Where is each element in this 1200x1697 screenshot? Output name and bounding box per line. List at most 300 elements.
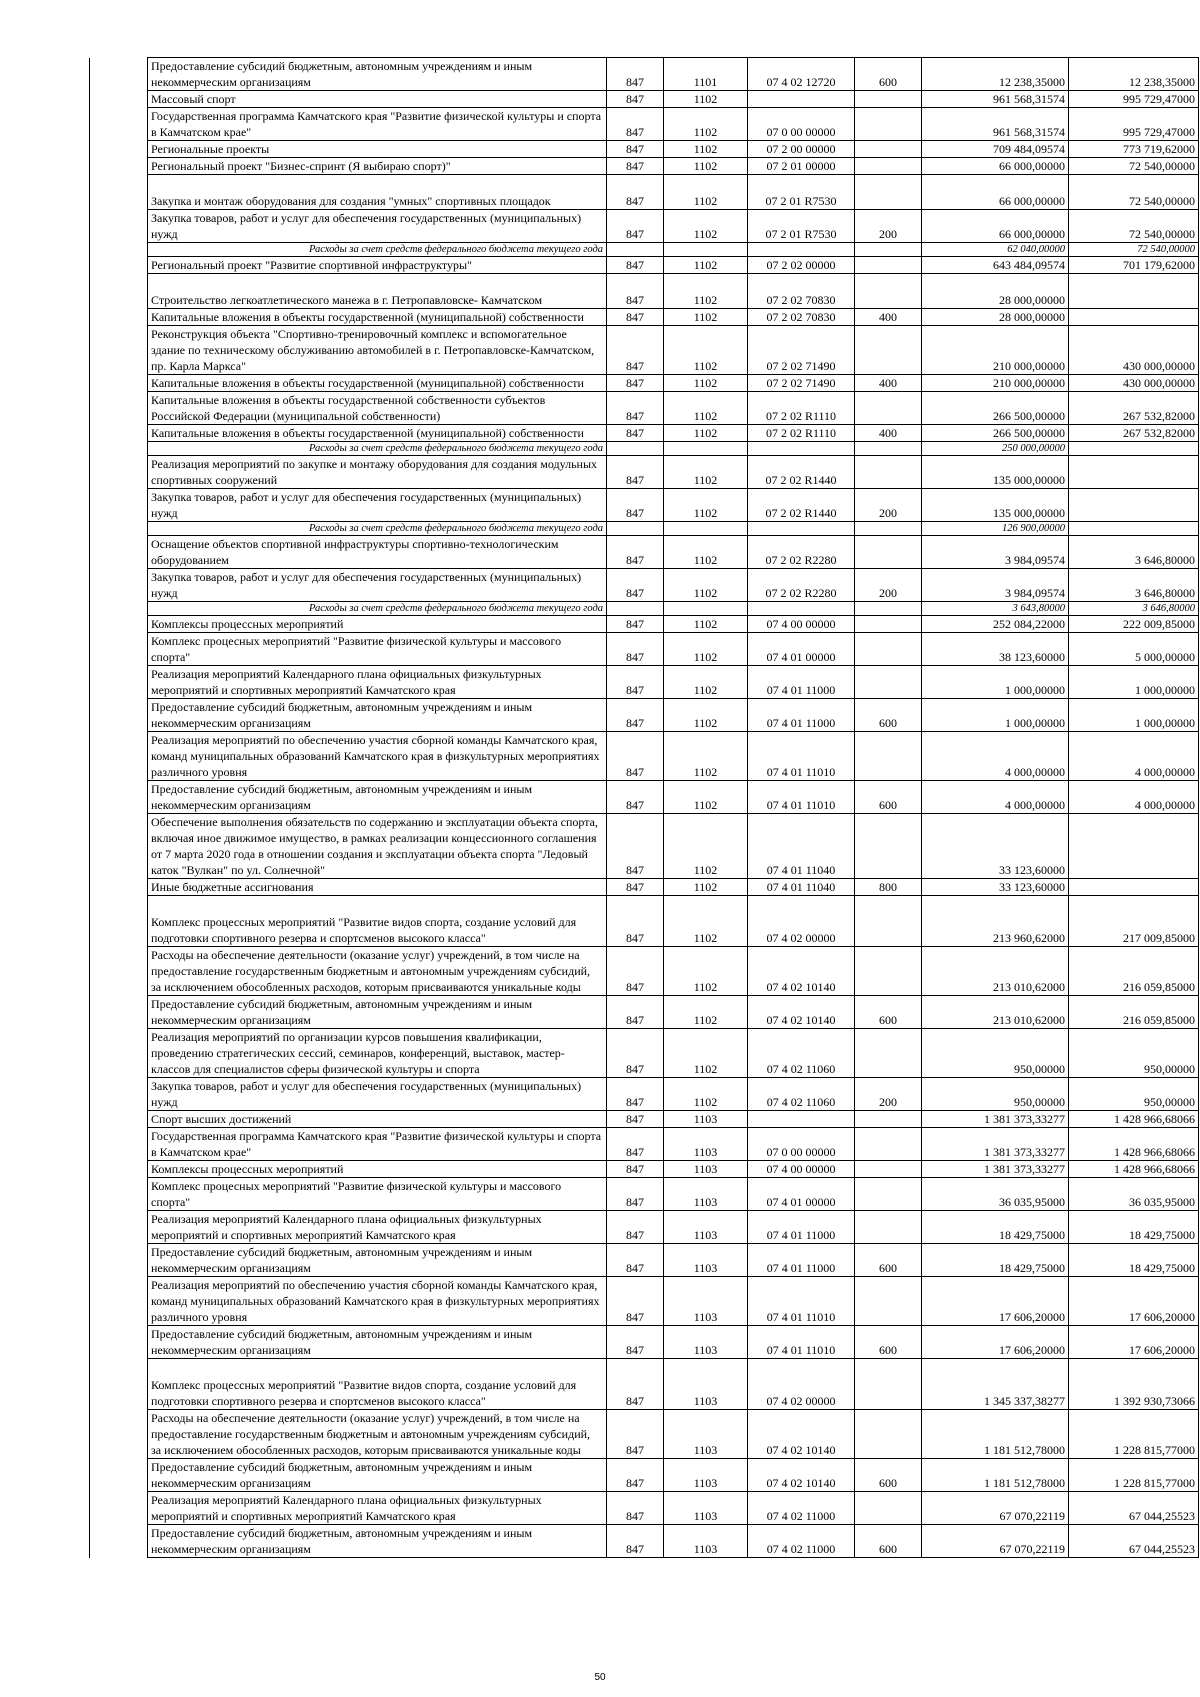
table-row — [90, 666, 1199, 699]
amount-year-1: 210 000,00000 — [922, 326, 1069, 375]
section-code: 1102 — [664, 1029, 748, 1078]
amount-year-2: 1 000,00000 — [1069, 666, 1199, 699]
section-code: 1102 — [664, 456, 748, 489]
grbs-code: 847 — [607, 781, 664, 814]
indent-cell — [90, 456, 148, 489]
indent-cell — [90, 633, 148, 666]
table-row — [90, 108, 1199, 141]
amount-year-2: 67 044,25523 — [1069, 1492, 1199, 1525]
indent-cell — [90, 141, 148, 158]
grbs-code: 847 — [607, 375, 664, 392]
amount-year-1: 33 123,60000 — [922, 879, 1069, 896]
target-article-code: 07 4 01 00000 — [748, 1178, 855, 1211]
amount-year-2: 1 428 966,68066 — [1069, 1111, 1199, 1128]
expense-type-code: 600 — [855, 781, 922, 814]
section-code: 1102 — [664, 996, 748, 1029]
expense-type-code — [855, 1161, 922, 1178]
grbs-code: 847 — [607, 896, 664, 947]
grbs-code — [607, 442, 664, 456]
amount-year-2: 216 059,85000 — [1069, 996, 1199, 1029]
section-code: 1102 — [664, 257, 748, 274]
indent-cell — [90, 243, 148, 257]
grbs-code: 847 — [607, 879, 664, 896]
target-article-code: 07 2 02 71490 — [748, 326, 855, 375]
page-number: 50 — [594, 1672, 606, 1683]
table-row — [90, 1128, 1199, 1161]
row-description: Расходы на обеспечение деятельности (оказание услуг) учреждений, в том числе на предоставление государственным бюджетным и автономным учреждениям субсидий, за исключением обособленных расходов, которым присваиваются уникальные коды — [148, 1410, 607, 1459]
indent-cell — [90, 896, 148, 947]
target-article-code: 07 4 01 11010 — [748, 1326, 855, 1359]
row-description: Спорт высших достижений — [148, 1111, 607, 1128]
section-code: 1103 — [664, 1178, 748, 1211]
indent-cell — [90, 375, 148, 392]
amount-year-1: 12 238,35000 — [922, 58, 1069, 91]
table-row — [90, 1459, 1199, 1492]
amount-year-1: 135 000,00000 — [922, 456, 1069, 489]
table-row — [90, 489, 1199, 522]
section-code: 1103 — [664, 1410, 748, 1459]
amount-year-1: 961 568,31574 — [922, 91, 1069, 108]
grbs-code: 847 — [607, 91, 664, 108]
row-description: Расходы за счет средств федерального бюджета текущего года — [148, 442, 607, 456]
expense-type-code — [855, 243, 922, 257]
indent-cell — [90, 108, 148, 141]
target-article-code — [748, 1111, 855, 1128]
section-code: 1102 — [664, 425, 748, 442]
row-description: Строительство легкоатлетического манежа в г. Петропавловске- Камчатском — [148, 274, 607, 309]
expense-type-code — [855, 257, 922, 274]
section-code: 1103 — [664, 1277, 748, 1326]
target-article-code: 07 4 01 11000 — [748, 1244, 855, 1277]
row-description: Закупка товаров, работ и услуг для обеспечения государственных (муниципальных) нужд — [148, 569, 607, 602]
row-description: Региональный проект "Бизнес-спринт (Я выбираю спорт)" — [148, 158, 607, 175]
table-row — [90, 896, 1199, 947]
row-description: Комплексы процессных мероприятий — [148, 1161, 607, 1178]
expense-type-code: 600 — [855, 699, 922, 732]
table-row — [90, 814, 1199, 879]
target-article-code: 07 2 01 00000 — [748, 158, 855, 175]
expense-type-code — [855, 1029, 922, 1078]
target-article-code: 07 4 01 11000 — [748, 1211, 855, 1244]
row-description: Региональные проекты — [148, 141, 607, 158]
table-row — [90, 699, 1199, 732]
indent-cell — [90, 522, 148, 536]
amount-year-1: 709 484,09574 — [922, 141, 1069, 158]
row-description: Предоставление субсидий бюджетным, автономным учреждениям и иным некоммерческим организациям — [148, 699, 607, 732]
grbs-code: 847 — [607, 425, 664, 442]
amount-year-1: 210 000,00000 — [922, 375, 1069, 392]
indent-cell — [90, 58, 148, 91]
section-code — [664, 522, 748, 536]
table-row — [90, 456, 1199, 489]
target-article-code: 07 4 01 11010 — [748, 732, 855, 781]
expense-type-code — [855, 141, 922, 158]
target-article-code: 07 2 00 00000 — [748, 141, 855, 158]
grbs-code: 847 — [607, 1078, 664, 1111]
amount-year-2: 67 044,25523 — [1069, 1525, 1199, 1558]
table-row — [90, 58, 1199, 91]
grbs-code: 847 — [607, 699, 664, 732]
expense-type-code — [855, 326, 922, 375]
grbs-code: 847 — [607, 1111, 664, 1128]
row-description: Предоставление субсидий бюджетным, автономным учреждениям и иным некоммерческим организациям — [148, 1244, 607, 1277]
indent-cell — [90, 666, 148, 699]
amount-year-1: 3 984,09574 — [922, 536, 1069, 569]
section-code: 1102 — [664, 536, 748, 569]
amount-year-2: 267 532,82000 — [1069, 392, 1199, 425]
indent-cell — [90, 1277, 148, 1326]
amount-year-1: 252 084,22000 — [922, 616, 1069, 633]
target-article-code: 07 4 02 10140 — [748, 1410, 855, 1459]
expense-type-code — [855, 274, 922, 309]
row-description: Реализация мероприятий по закупке и монтажу оборудования для создания модульных спортивных сооружений — [148, 456, 607, 489]
expense-type-code — [855, 666, 922, 699]
target-article-code: 07 2 02 R1110 — [748, 392, 855, 425]
indent-cell — [90, 1029, 148, 1078]
grbs-code: 847 — [607, 996, 664, 1029]
amount-year-2: 18 429,75000 — [1069, 1244, 1199, 1277]
section-code: 1102 — [664, 326, 748, 375]
expense-type-code — [855, 602, 922, 616]
row-description: Оснащение объектов спортивной инфраструктуры спортивно-технологическим оборудованием — [148, 536, 607, 569]
expense-type-code: 200 — [855, 489, 922, 522]
grbs-code — [607, 522, 664, 536]
expense-type-code — [855, 732, 922, 781]
indent-cell — [90, 1459, 148, 1492]
amount-year-2: 773 719,62000 — [1069, 141, 1199, 158]
indent-cell — [90, 326, 148, 375]
section-code: 1101 — [664, 58, 748, 91]
amount-year-1: 950,00000 — [922, 1078, 1069, 1111]
amount-year-2: 72 540,00000 — [1069, 243, 1199, 257]
grbs-code: 847 — [607, 947, 664, 996]
row-description: Иные бюджетные ассигнования — [148, 879, 607, 896]
row-description: Капитальные вложения в объекты государственной собственности субъектов Российской Федерации (муниципальной собственности) — [148, 392, 607, 425]
table-row — [90, 158, 1199, 175]
target-article-code: 07 4 01 11000 — [748, 666, 855, 699]
section-code: 1102 — [664, 666, 748, 699]
amount-year-2 — [1069, 814, 1199, 879]
target-article-code: 07 4 02 11060 — [748, 1029, 855, 1078]
row-description: Реализация мероприятий по обеспечению участия сборной команды Камчатского края, команд муниципальных образований Камчатского края в физкультурных мероприятиях различного уровня — [148, 732, 607, 781]
expense-type-code: 600 — [855, 1326, 922, 1359]
amount-year-2 — [1069, 309, 1199, 326]
amount-year-1: 213 010,62000 — [922, 996, 1069, 1029]
table-row — [90, 1525, 1199, 1558]
section-code: 1102 — [664, 210, 748, 243]
amount-year-1: 28 000,00000 — [922, 274, 1069, 309]
grbs-code: 847 — [607, 1277, 664, 1326]
amount-year-2: 3 646,80000 — [1069, 602, 1199, 616]
amount-year-2: 12 238,35000 — [1069, 58, 1199, 91]
amount-year-1: 213 010,62000 — [922, 947, 1069, 996]
table-row — [90, 1410, 1199, 1459]
target-article-code: 07 2 01 R7530 — [748, 210, 855, 243]
amount-year-1: 961 568,31574 — [922, 108, 1069, 141]
amount-year-1: 1 000,00000 — [922, 666, 1069, 699]
grbs-code: 847 — [607, 456, 664, 489]
table-row — [90, 141, 1199, 158]
expense-type-code — [855, 456, 922, 489]
section-code: 1102 — [664, 896, 748, 947]
grbs-code: 847 — [607, 814, 664, 879]
amount-year-2 — [1069, 442, 1199, 456]
table-row — [90, 1492, 1199, 1525]
table-row — [90, 375, 1199, 392]
expense-type-code — [855, 1277, 922, 1326]
row-description: Реализация мероприятий Календарного плана официальных физкультурных мероприятий и спортивных мероприятий Камчатского края — [148, 1211, 607, 1244]
expense-type-code — [855, 1359, 922, 1410]
section-code — [664, 442, 748, 456]
table-row — [90, 210, 1199, 243]
indent-cell — [90, 158, 148, 175]
target-article-code: 07 2 02 R2280 — [748, 536, 855, 569]
indent-cell — [90, 309, 148, 326]
amount-year-2: 217 009,85000 — [1069, 896, 1199, 947]
row-description: Расходы за счет средств федерального бюджета текущего года — [148, 522, 607, 536]
amount-year-1: 17 606,20000 — [922, 1326, 1069, 1359]
table-row — [90, 392, 1199, 425]
table-row — [90, 569, 1199, 602]
row-description: Закупка и монтаж оборудования для создания "умных" спортивных площадок — [148, 175, 607, 210]
federal-budget-note-row — [90, 243, 1199, 257]
amount-year-2: 1 428 966,68066 — [1069, 1128, 1199, 1161]
target-article-code: 07 2 02 R1440 — [748, 456, 855, 489]
indent-cell — [90, 1128, 148, 1161]
target-article-code: 07 4 02 10140 — [748, 996, 855, 1029]
amount-year-2: 3 646,80000 — [1069, 536, 1199, 569]
expense-type-code: 600 — [855, 1459, 922, 1492]
grbs-code: 847 — [607, 1326, 664, 1359]
indent-cell — [90, 879, 148, 896]
amount-year-1: 66 000,00000 — [922, 175, 1069, 210]
table-row — [90, 1029, 1199, 1078]
amount-year-1: 18 429,75000 — [922, 1244, 1069, 1277]
grbs-code: 847 — [607, 309, 664, 326]
target-article-code: 07 4 01 11040 — [748, 879, 855, 896]
amount-year-1: 66 000,00000 — [922, 210, 1069, 243]
amount-year-1: 1 181 512,78000 — [922, 1459, 1069, 1492]
grbs-code: 847 — [607, 1459, 664, 1492]
indent-cell — [90, 1492, 148, 1525]
row-description: Предоставление субсидий бюджетным, автономным учреждениям и иным некоммерческим организациям — [148, 781, 607, 814]
budget-sheet — [89, 57, 1195, 1558]
row-description: Комплекс процесных мероприятий "Развитие физической культуры и массового спорта" — [148, 1178, 607, 1211]
budget-table — [89, 57, 1199, 1558]
expense-type-code — [855, 91, 922, 108]
grbs-code: 847 — [607, 1410, 664, 1459]
table-row — [90, 1161, 1199, 1178]
grbs-code: 847 — [607, 1128, 664, 1161]
expense-type-code — [855, 1211, 922, 1244]
target-article-code: 07 4 02 10140 — [748, 1459, 855, 1492]
table-row — [90, 1326, 1199, 1359]
indent-cell — [90, 1326, 148, 1359]
row-description: Предоставление субсидий бюджетным, автономным учреждениям и иным некоммерческим организациям — [148, 1459, 607, 1492]
amount-year-2: 216 059,85000 — [1069, 947, 1199, 996]
row-description: Реконструкция объекта "Спортивно-тренировочный комплекс и вспомогательное здание по техническому обслуживанию автомобилей в г. Петропавловске-Камчатском, пр. Карла Маркса" — [148, 326, 607, 375]
target-article-code — [748, 522, 855, 536]
target-article-code: 07 4 01 11040 — [748, 814, 855, 879]
amount-year-2: 17 606,20000 — [1069, 1277, 1199, 1326]
grbs-code: 847 — [607, 616, 664, 633]
section-code: 1103 — [664, 1244, 748, 1277]
amount-year-2: 1 228 815,77000 — [1069, 1459, 1199, 1492]
target-article-code: 07 4 02 11000 — [748, 1525, 855, 1558]
expense-type-code: 400 — [855, 309, 922, 326]
target-article-code: 07 2 02 71490 — [748, 375, 855, 392]
grbs-code: 847 — [607, 210, 664, 243]
row-description: Предоставление субсидий бюджетным, автономным учреждениям и иным некоммерческим организациям — [148, 58, 607, 91]
grbs-code: 847 — [607, 141, 664, 158]
table-row — [90, 1078, 1199, 1111]
federal-budget-note-row — [90, 442, 1199, 456]
grbs-code: 847 — [607, 633, 664, 666]
indent-cell — [90, 257, 148, 274]
amount-year-1: 28 000,00000 — [922, 309, 1069, 326]
expense-type-code: 600 — [855, 1244, 922, 1277]
section-code: 1103 — [664, 1128, 748, 1161]
grbs-code: 847 — [607, 1492, 664, 1525]
amount-year-2: 17 606,20000 — [1069, 1326, 1199, 1359]
grbs-code: 847 — [607, 489, 664, 522]
table-row — [90, 1359, 1199, 1410]
expense-type-code: 600 — [855, 1525, 922, 1558]
section-code: 1103 — [664, 1326, 748, 1359]
table-row — [90, 1178, 1199, 1211]
table-row — [90, 274, 1199, 309]
expense-type-code: 400 — [855, 425, 922, 442]
amount-year-2: 995 729,47000 — [1069, 91, 1199, 108]
grbs-code: 847 — [607, 732, 664, 781]
section-code: 1102 — [664, 375, 748, 392]
amount-year-1: 4 000,00000 — [922, 732, 1069, 781]
section-code: 1102 — [664, 274, 748, 309]
federal-budget-note-row — [90, 522, 1199, 536]
amount-year-1: 643 484,09574 — [922, 257, 1069, 274]
row-description: Реализация мероприятий Календарного плана официальных физкультурных мероприятий и спортивных мероприятий Камчатского края — [148, 666, 607, 699]
expense-type-code — [855, 392, 922, 425]
indent-cell — [90, 210, 148, 243]
indent-cell — [90, 602, 148, 616]
indent-cell — [90, 781, 148, 814]
table-row — [90, 996, 1199, 1029]
table-row — [90, 633, 1199, 666]
amount-year-1: 135 000,00000 — [922, 489, 1069, 522]
table-row — [90, 536, 1199, 569]
table-row — [90, 616, 1199, 633]
grbs-code — [607, 243, 664, 257]
federal-budget-note-row — [90, 602, 1199, 616]
section-code: 1103 — [664, 1211, 748, 1244]
target-article-code: 07 4 02 11060 — [748, 1078, 855, 1111]
table-row — [90, 879, 1199, 896]
amount-year-2: 72 540,00000 — [1069, 175, 1199, 210]
amount-year-1: 1 000,00000 — [922, 699, 1069, 732]
indent-cell — [90, 1078, 148, 1111]
table-row — [90, 257, 1199, 274]
indent-cell — [90, 569, 148, 602]
section-code: 1103 — [664, 1525, 748, 1558]
row-description: Комплекс процессных мероприятий "Развитие видов спорта, создание условий для подготовки спортивного резерва и спортсменов высокого класса" — [148, 1359, 607, 1410]
amount-year-1: 1 381 373,33277 — [922, 1128, 1069, 1161]
grbs-code: 847 — [607, 1525, 664, 1558]
grbs-code: 847 — [607, 1211, 664, 1244]
grbs-code: 847 — [607, 666, 664, 699]
row-description: Региональный проект "Развитие спортивной инфраструктуры" — [148, 257, 607, 274]
amount-year-2: 4 000,00000 — [1069, 781, 1199, 814]
indent-cell — [90, 947, 148, 996]
amount-year-1: 38 123,60000 — [922, 633, 1069, 666]
target-article-code: 07 4 00 00000 — [748, 1161, 855, 1178]
amount-year-2 — [1069, 879, 1199, 896]
expense-type-code — [855, 616, 922, 633]
expense-type-code — [855, 1178, 922, 1211]
grbs-code: 847 — [607, 58, 664, 91]
row-description: Обеспечение выполнения обязательств по содержанию и эксплуатации объекта спорта, включая иное движимое имущество, в рамках реализации концессионного соглашения от 7 марта 2020 года в отношении создания и эксплуатации объекта спорта "Ледовый каток "Вулкан" по ул. Солнечной" — [148, 814, 607, 879]
table-row — [90, 781, 1199, 814]
amount-year-1: 266 500,00000 — [922, 425, 1069, 442]
grbs-code: 847 — [607, 274, 664, 309]
amount-year-1: 1 181 512,78000 — [922, 1410, 1069, 1459]
indent-cell — [90, 1161, 148, 1178]
indent-cell — [90, 1244, 148, 1277]
amount-year-1: 126 900,00000 — [922, 522, 1069, 536]
amount-year-1: 36 035,95000 — [922, 1178, 1069, 1211]
indent-cell — [90, 274, 148, 309]
grbs-code: 847 — [607, 158, 664, 175]
indent-cell — [90, 175, 148, 210]
target-article-code: 07 2 02 R1440 — [748, 489, 855, 522]
indent-cell — [90, 1359, 148, 1410]
target-article-code: 07 4 02 00000 — [748, 1359, 855, 1410]
grbs-code: 847 — [607, 1161, 664, 1178]
section-code: 1102 — [664, 781, 748, 814]
indent-cell — [90, 1525, 148, 1558]
section-code: 1103 — [664, 1161, 748, 1178]
section-code: 1102 — [664, 814, 748, 879]
amount-year-1: 950,00000 — [922, 1029, 1069, 1078]
expense-type-code — [855, 536, 922, 569]
section-code: 1103 — [664, 1459, 748, 1492]
section-code: 1102 — [664, 108, 748, 141]
section-code: 1102 — [664, 879, 748, 896]
section-code: 1102 — [664, 616, 748, 633]
expense-type-code — [855, 633, 922, 666]
row-description: Комплекс процессных мероприятий "Развитие видов спорта, создание условий для подготовки спортивного резерва и спортсменов высокого класса" — [148, 896, 607, 947]
indent-cell — [90, 814, 148, 879]
amount-year-2: 430 000,00000 — [1069, 375, 1199, 392]
section-code: 1103 — [664, 1492, 748, 1525]
indent-cell — [90, 699, 148, 732]
expense-type-code: 400 — [855, 375, 922, 392]
grbs-code: 847 — [607, 326, 664, 375]
row-description: Закупка товаров, работ и услуг для обеспечения государственных (муниципальных) нужд — [148, 489, 607, 522]
table-row — [90, 326, 1199, 375]
indent-cell — [90, 1410, 148, 1459]
grbs-code: 847 — [607, 569, 664, 602]
amount-year-2 — [1069, 522, 1199, 536]
target-article-code: 07 2 02 70830 — [748, 274, 855, 309]
section-code: 1102 — [664, 175, 748, 210]
section-code: 1102 — [664, 489, 748, 522]
amount-year-2: 72 540,00000 — [1069, 210, 1199, 243]
target-article-code — [748, 442, 855, 456]
grbs-code: 847 — [607, 175, 664, 210]
expense-type-code — [855, 814, 922, 879]
expense-type-code — [855, 108, 922, 141]
target-article-code: 07 4 02 10140 — [748, 947, 855, 996]
